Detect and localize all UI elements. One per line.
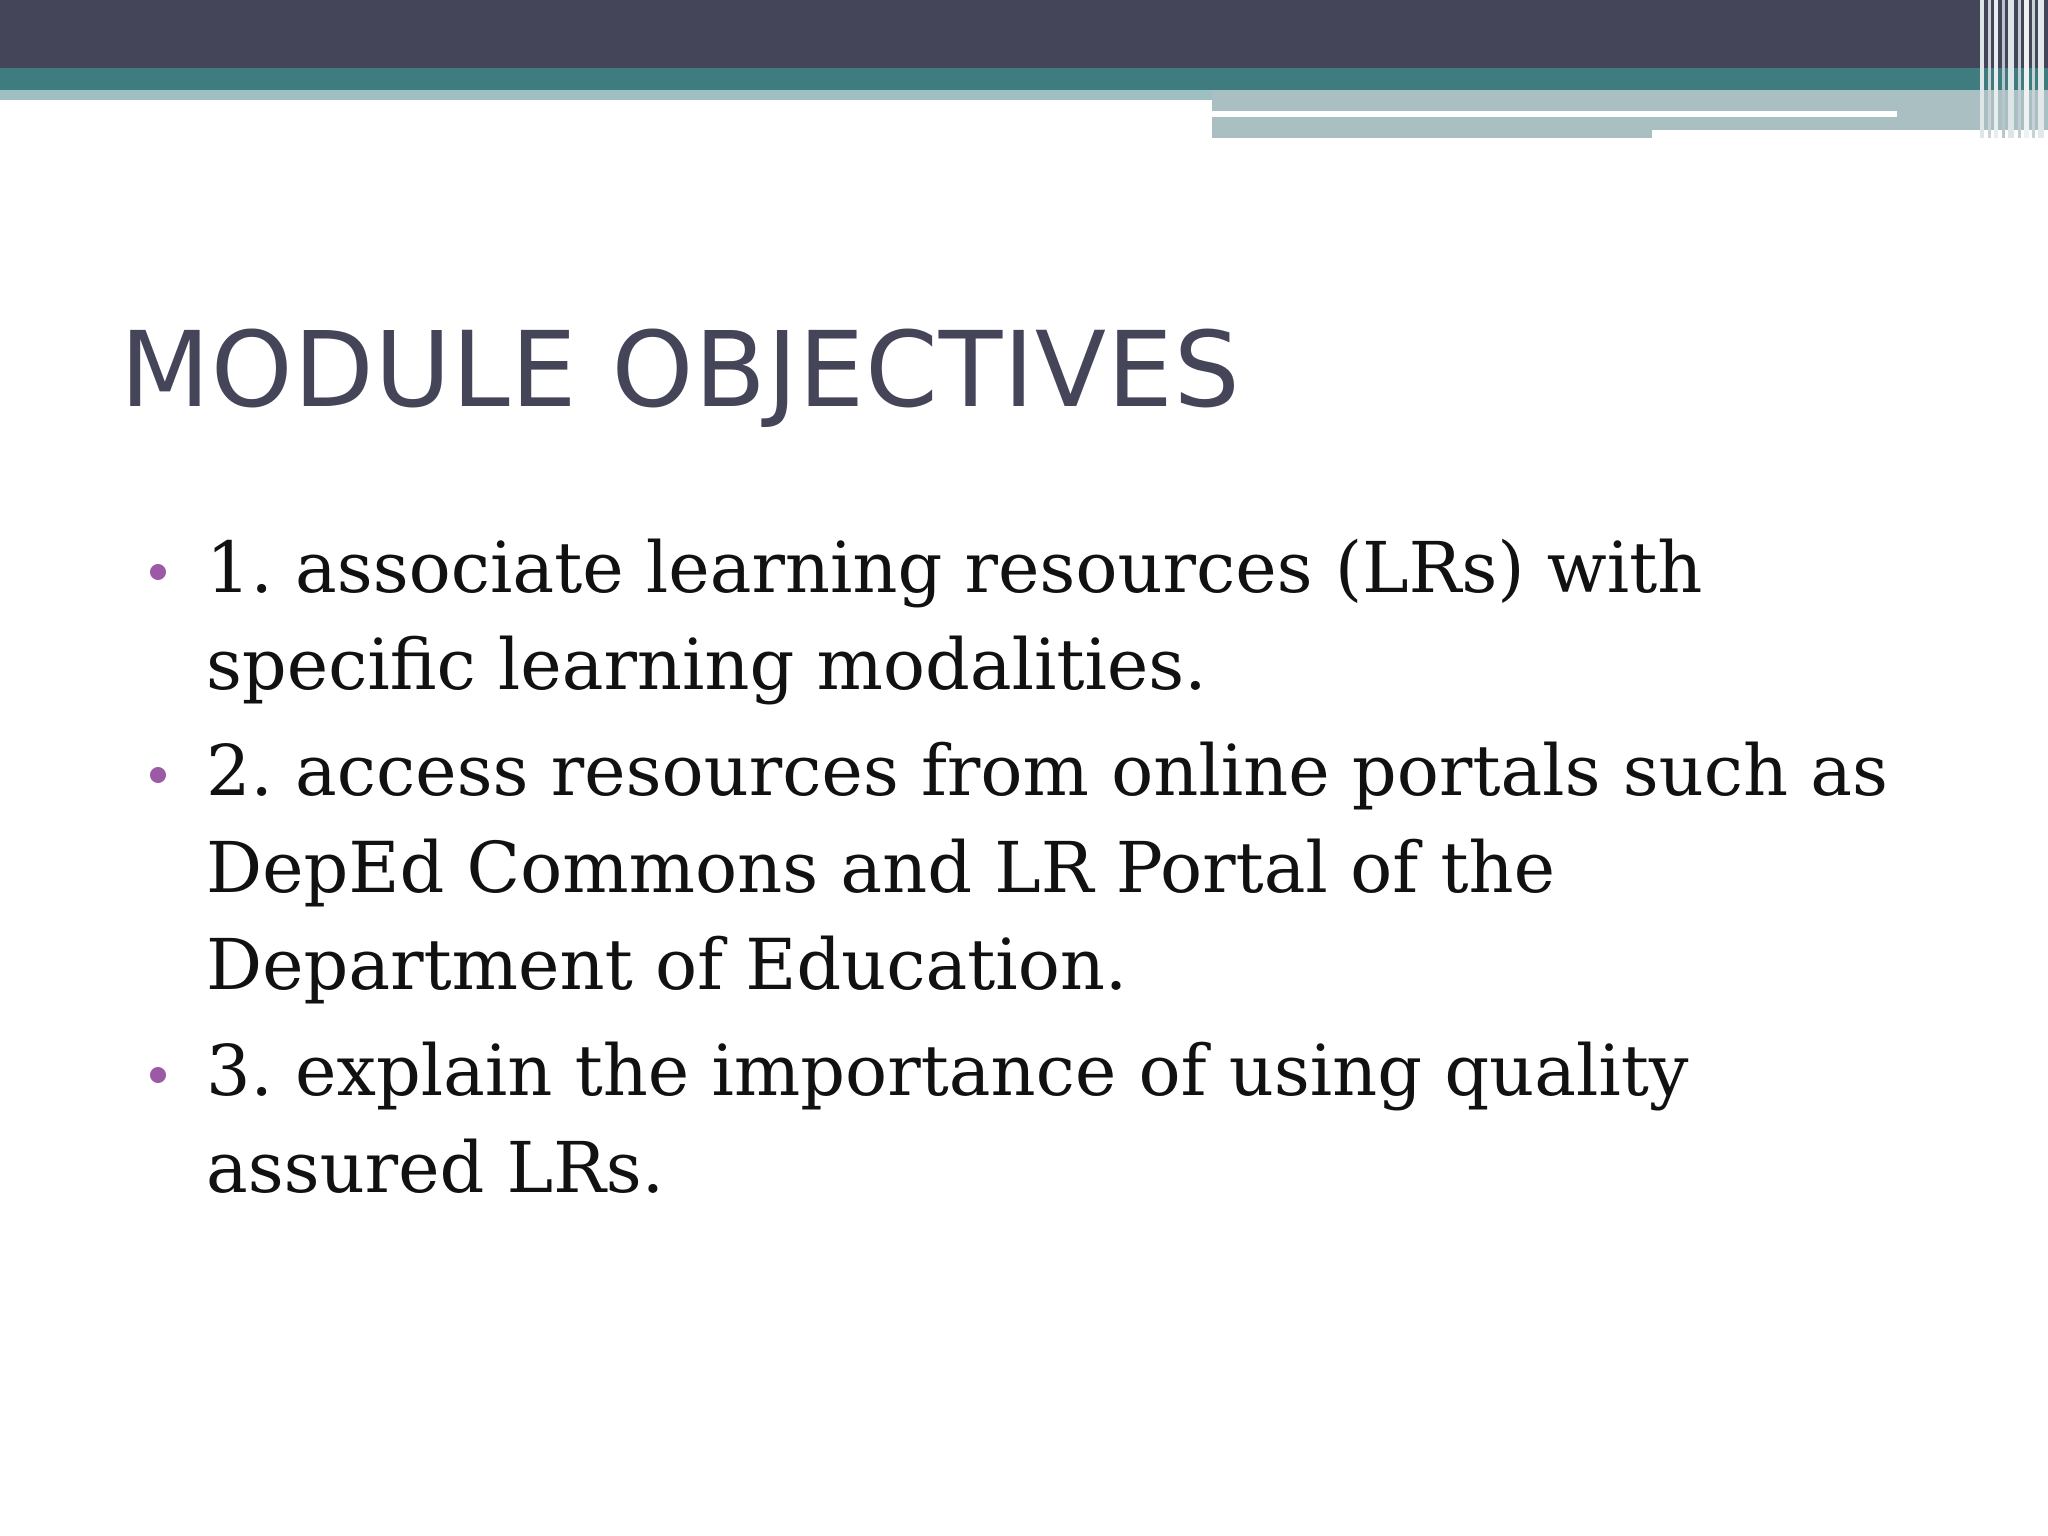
header-vertical-stripes — [1980, 0, 2048, 138]
bullet-dot-icon — [150, 767, 166, 783]
list-item — [148, 723, 1948, 1014]
bullet-dot-icon — [150, 564, 166, 580]
header-accent-line — [1212, 111, 1897, 117]
header-band-teal — [0, 68, 2048, 90]
list-item-text: 2. access resources from online portals such as DepEd Commons and LR Portal of the Department of Education. — [206, 730, 1888, 1006]
bullet-dot-icon — [150, 1067, 166, 1083]
objectives-list — [148, 520, 1948, 1226]
list-item — [148, 1023, 1948, 1217]
list-item — [148, 520, 1948, 714]
list-item-text: 1. associate learning resources (LRs) with specific learning modalities. — [206, 527, 1703, 706]
header-band-dark — [0, 0, 2048, 68]
header-band-light-left — [0, 90, 1212, 100]
list-item-text: 3. explain the importance of using quality assured LRs. — [206, 1030, 1689, 1209]
slide-title: MODULE OBJECTIVES — [120, 309, 1241, 431]
